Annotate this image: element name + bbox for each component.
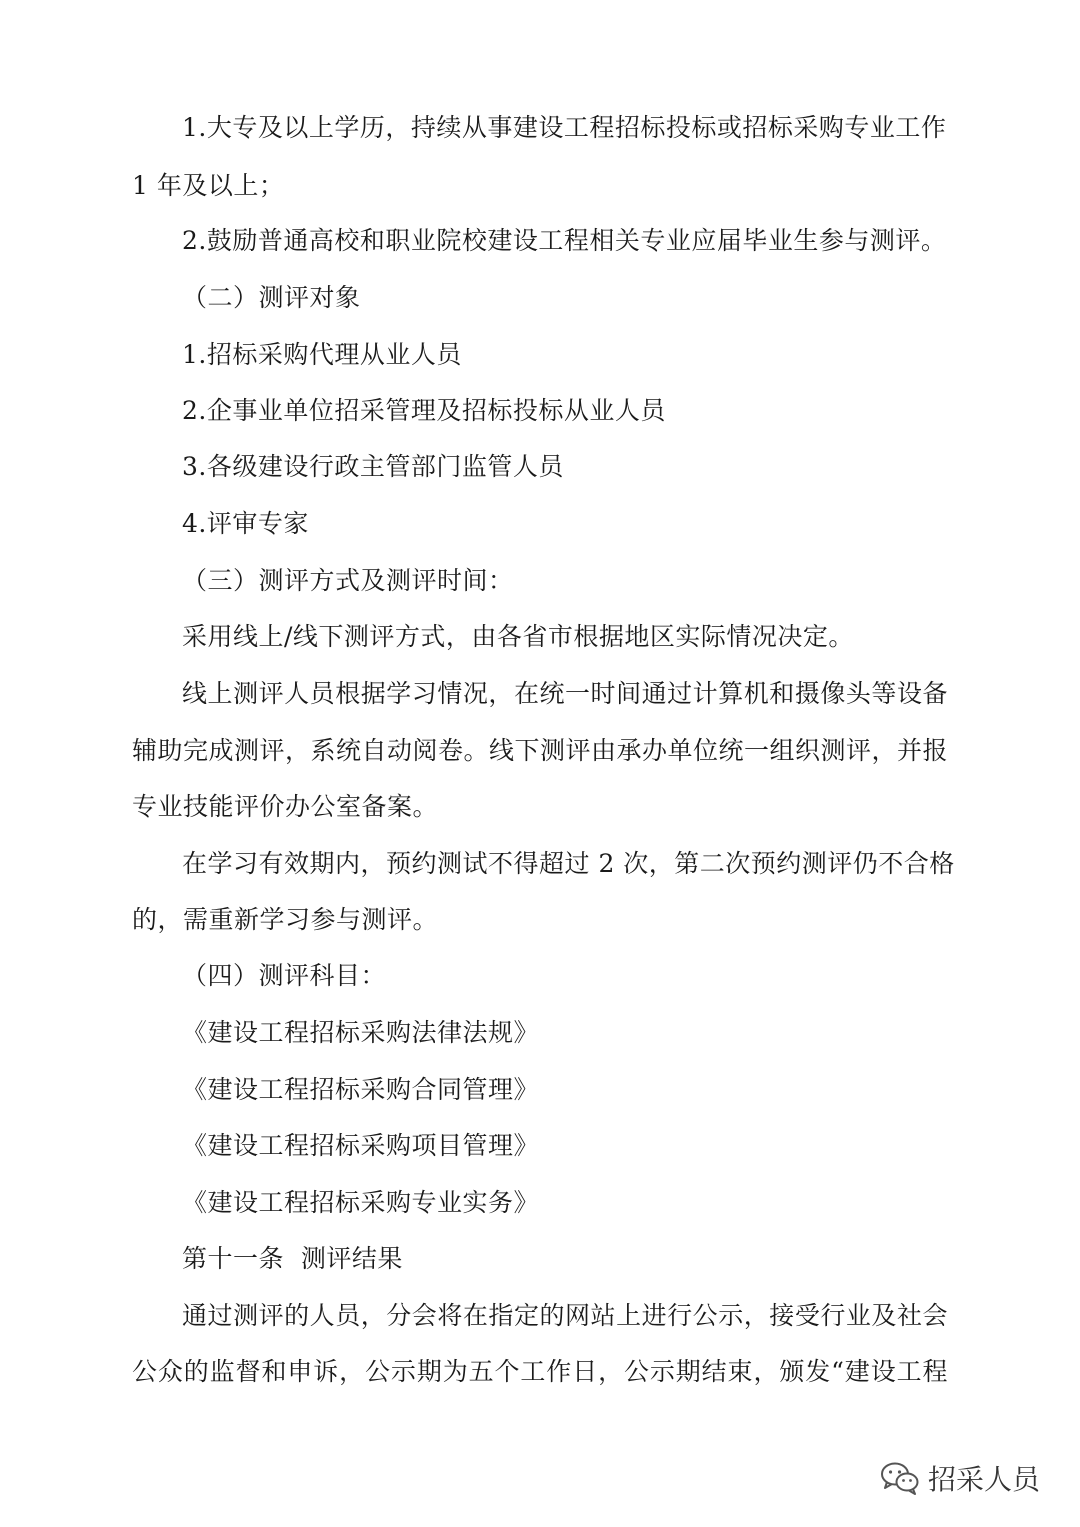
list-item-target-4: 4.评审专家 (182, 509, 309, 538)
list-item-graduates: 2.鼓励普通高校和职业院校建设工程相关专业应届毕业生参与测评。 (182, 226, 947, 255)
watermark (880, 1458, 1040, 1498)
section-heading-targets: （二）测评对象 (182, 283, 361, 312)
paragraph-results-line-2: 公众的监督和申诉，公示期为五个工作日，公示期结束，颁发“建设工程 (132, 1357, 948, 1386)
watermark-text: 招采人员 (927, 1463, 1040, 1496)
list-item-target-1: 1.招标采购代理从业人员 (182, 340, 462, 369)
article-heading-results: 第十一条 测评结果 (182, 1244, 403, 1273)
paragraph-validity-line-1: 在学习有效期内，预约测试不得超过 2 次，第二次预约测评仍不合格 (182, 849, 955, 878)
list-item-target-3: 3.各级建设行政主管部门监管人员 (182, 452, 564, 481)
list-item-education-cont: 1 年及以上； (132, 171, 285, 200)
paragraph-online-line-3: 专业技能评价办公室备案。 (132, 792, 439, 821)
paragraph-validity-line-2: 的，需重新学习参与测评。 (132, 905, 439, 934)
wechat-icon (880, 1461, 920, 1495)
subject-item-contract: 《建设工程招标采购合同管理》 (182, 1075, 540, 1104)
section-heading-method: （三）测评方式及测评时间： (182, 566, 514, 595)
subject-item-law: 《建设工程招标采购法律法规》 (182, 1018, 540, 1047)
list-item-target-2: 2.企事业单位招采管理及招标投标从业人员 (182, 396, 666, 425)
paragraph-method: 采用线上/线下测评方式，由各省市根据地区实际情况决定。 (182, 622, 854, 651)
paragraph-online-line-1: 线上测评人员根据学习情况，在统一时间通过计算机和摄像头等设备 (182, 679, 948, 708)
paragraph-results-line-1: 通过测评的人员，分会将在指定的网站上进行公示，接受行业及社会 (182, 1301, 948, 1330)
list-item-education: 1.大专及以上学历，持续从事建设工程招标投标或招标采购专业工作 (182, 113, 947, 142)
paragraph-online-line-2: 辅助完成测评，系统自动阅卷。线下测评由承办单位统一组织测评，并报 (132, 736, 949, 765)
section-heading-subjects: （四）测评科目： (182, 961, 387, 990)
subject-item-practice: 《建设工程招标采购专业实务》 (182, 1188, 540, 1217)
subject-item-project: 《建设工程招标采购项目管理》 (182, 1131, 540, 1160)
